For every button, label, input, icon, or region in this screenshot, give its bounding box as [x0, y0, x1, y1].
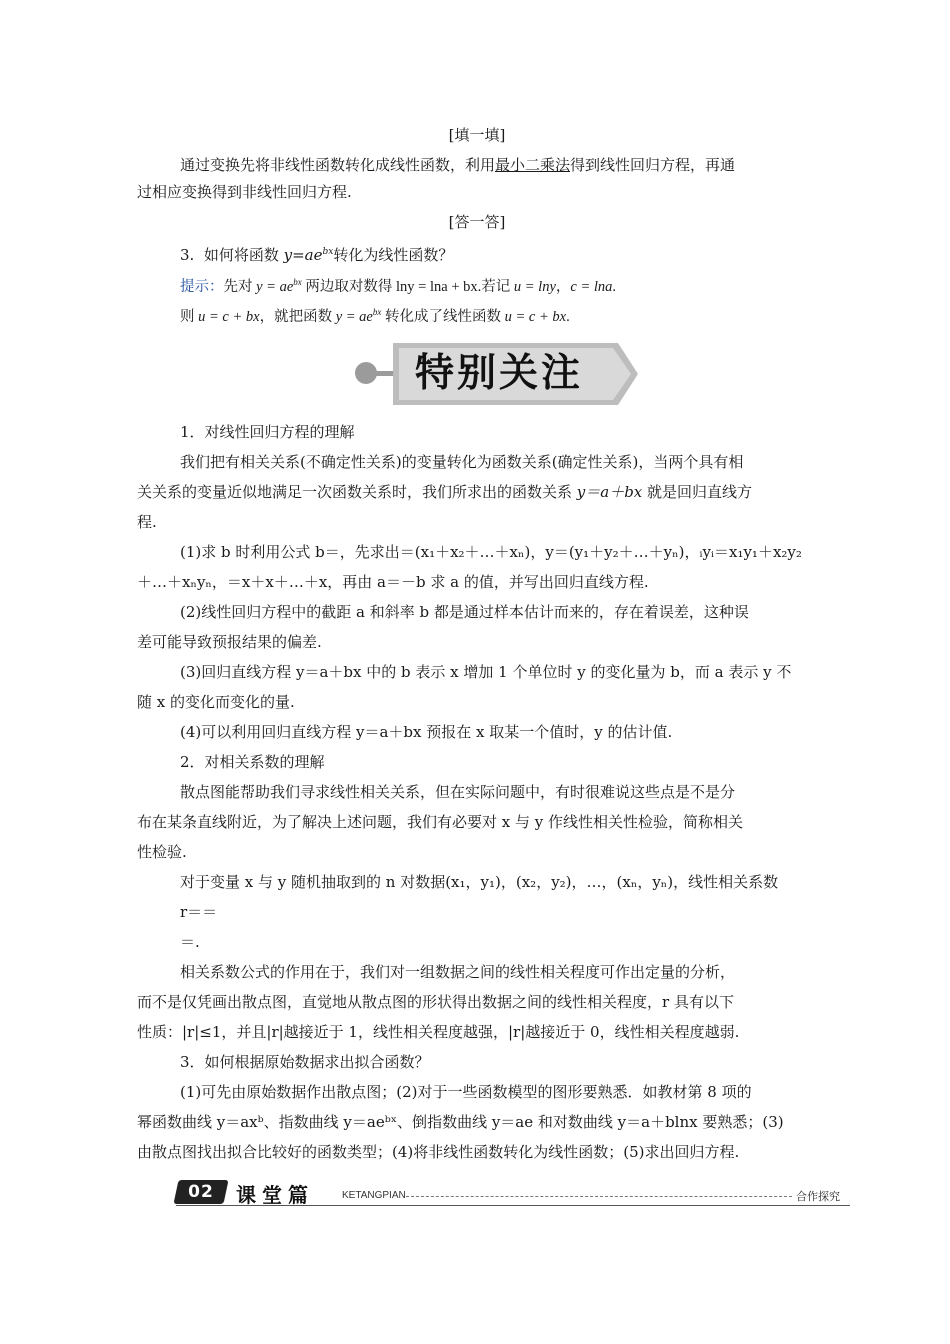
note-2-para-3-l1: 相关系数公式的作用在于，我们对一组数据之间的线性相关程度可作出定量的分析， [180, 963, 736, 981]
note-2-para-2-l1: 对于变量 x 与 y 随机抽取到的 n 对数据(x₁，y₁)，(x₂，y₂)，…，(xₙ，yₙ)，线性相关系数 [180, 873, 779, 891]
fill-section-line2: 过相应变换得到非线性回归方程. [137, 183, 352, 201]
hint-d: ， [555, 278, 571, 295]
note-1-item-1-l1: (1)求 b 时利用公式 b＝，先求出＝(x₁＋x₂＋…＋xₙ)，y＝(y₁＋y₂＋…＋yₙ)，ᵢyᵢ＝x₁y₁＋x₂y₂ [180, 543, 802, 561]
section-right-label: 合作探究 [796, 1190, 840, 1203]
note-3-l3: 由散点图找出拟合比较好的函数类型；(4)将非线性函数转化为线性函数；(5)求出回归方程. [137, 1143, 740, 1161]
hint-exponent: bx [293, 277, 302, 287]
note-3-l1: (1)可先由原始数据作出散点图；(2)对于一些函数模型的图形要熟悉．如教材第 8 项的 [180, 1083, 752, 1101]
note-2-title: 2．对相关系数的理解 [180, 753, 325, 771]
note-1-para-l3: 程. [137, 513, 157, 531]
note-1-item-3-l1: (3)回归直线方程 y＝a＋bx 中的 b 表示 x 增加 1 个单位时 y 的变化量为 b，而 a 表示 y 不 [180, 663, 792, 681]
question-exponent: bx [322, 247, 334, 257]
question-equation: y=ae [283, 246, 323, 264]
note-1-item-4: (4)可以利用回归直线方程 y＝a＋bx 预报在 x 取某一个值时，y 的估计值. [180, 723, 673, 741]
note-1-item-3-l2: 随 x 的变化而变化的量. [137, 693, 295, 711]
question-number: 3. [180, 246, 195, 264]
note-3-l2: 幂函数曲线 y＝axᵇ、指数曲线 y＝aeᵇˣ、倒指数曲线 y＝ae 和对数曲线 y＝a＋blnx 要熟悉；(3) [137, 1113, 784, 1131]
note-1-item-1-l2: ＋…＋xₙyₙ，＝x＋x＋…＋x，再由 a＝－b 求 a 的值，并写出回归直线方程. [137, 573, 649, 591]
note-1-para-l2b: 就是回归直线方 [642, 483, 753, 501]
note-1-item-2-l2: 差可能导致预报结果的偏差. [137, 633, 322, 651]
least-squares-term: 最小二乘法 [495, 156, 571, 174]
section-baseline [176, 1205, 850, 1206]
note-2-para-3-l2: 而不是仅凭画出散点图，直觉地从散点图的形状得出数据之间的线性相关程度，r 具有以下 [137, 993, 734, 1011]
fill-line1-post: 得到线性回归方程，再通 [570, 156, 736, 174]
section-number: 02 [188, 1182, 214, 1202]
section-title: 课堂篇 [236, 1183, 314, 1207]
section-divider [406, 1196, 792, 1197]
then-d: . [566, 308, 570, 325]
then-linear-eq-2: u = c + bx [504, 308, 567, 325]
then-line [180, 302, 817, 327]
hint-b: 两边取对数得 [301, 278, 397, 295]
banner-title: 特别关注 [415, 351, 584, 396]
hint-label: 提示： [180, 278, 224, 295]
hint-c: .若记 [477, 278, 514, 295]
question-3 [180, 242, 817, 265]
note-2-para-1-l3: 性检验. [137, 843, 187, 861]
section-footer-bar [176, 1178, 850, 1208]
hint-e: . [612, 278, 617, 295]
note-2-para-2-l2: r＝＝ [180, 903, 218, 921]
note-1-para-l1: 我们把有相关关系(不确定性关系)的变量转化为函数关系(确定性关系)，当两个具有相 [180, 453, 744, 471]
answer-section-header: [答一答] [448, 213, 506, 231]
question-text-b: 转化为线性函数？ [333, 246, 454, 264]
note-1-item-2-l1: (2)线性回归方程中的截距 a 和斜率 b 都是通过样本估计而来的，存在着误差，这种误 [180, 603, 749, 621]
fill-section-header: [填一填] [448, 126, 506, 144]
then-b: ，就把函数 [259, 308, 336, 325]
note-1-para-l2 [137, 482, 817, 502]
then-exponent: bx [372, 307, 382, 317]
then-linear-eq: u = c + bx [198, 308, 260, 325]
note-2-para-2-l3: ＝. [180, 933, 200, 951]
hint-u-def: u = lny [513, 278, 556, 295]
fill-line1-pre: 通过变换先将非线性函数转化成线性函数，利用 [180, 156, 496, 174]
note-2-para-1-l2: 布在某条直线附近，为了解决上述问题，我们有必要对 x 与 y 作线性相关性检验，简称相关 [137, 813, 744, 831]
hint-equation: y = ae [256, 278, 294, 295]
note-2-para-3-l3: 性质：|r|≤1，并且|r|越接近于 1，线性相关程度越强，|r|越接近于 0，线性相关程度越弱. [137, 1023, 740, 1041]
question-text-a: 如何将函数 [203, 246, 284, 264]
hint-line [180, 272, 817, 297]
hint-log-equation: lny = lna + bx [396, 278, 478, 295]
note-1-title: 1．对线性回归方程的理解 [180, 423, 355, 441]
note-1-para-l2a: 关关系的变量近似地满足一次函数关系时，我们所求出的函数关系 [137, 483, 577, 501]
then-c: 转化成了线性函数 [381, 308, 505, 325]
section-number-badge [173, 1180, 228, 1204]
note-3-title: 3．如何根据原始数据求出拟合函数？ [180, 1053, 430, 1071]
hint-c-def: c = lna [570, 278, 613, 295]
hint-a: 先对 [223, 278, 257, 295]
special-attention-banner [355, 343, 640, 405]
section-subtitle: KETANGPIAN [342, 1190, 406, 1201]
banner-dot-icon [355, 362, 377, 384]
fill-section-line1 [180, 155, 817, 175]
then-equation: y = ae [335, 308, 373, 325]
regression-equation: y＝a＋bx [576, 483, 643, 501]
note-2-para-1-l1: 散点图能帮助我们寻求线性相关关系，但在实际问题中，有时很难说这些点是不是分 [180, 783, 736, 801]
then-a: 则 [180, 308, 199, 325]
